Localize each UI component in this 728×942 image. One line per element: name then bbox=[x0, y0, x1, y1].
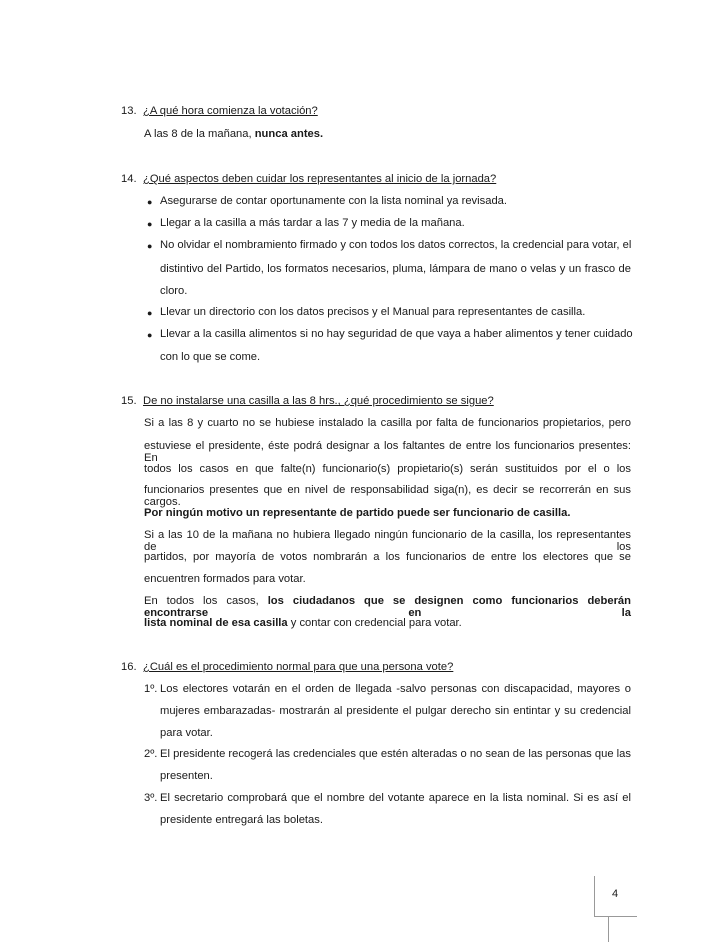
answer-emphasis: nunca antes. bbox=[254, 128, 324, 140]
bullet-item: Asegurarse de contar oportunamente con la lista nominal ya revisada. bbox=[160, 195, 508, 207]
answer-text: A las 8 de la mañana, bbox=[144, 128, 255, 140]
step-line: mujeres embarazadas- mostrarán al presidente el pulgar derecho sin entintar y su credencial bbox=[160, 705, 631, 717]
question-number: 15. bbox=[121, 395, 137, 407]
bullet-icon: ● bbox=[147, 219, 153, 229]
step-number: 2º. bbox=[144, 748, 158, 760]
step-number: 1º. bbox=[144, 683, 158, 695]
bullet-item: Llegar a la casilla a más tardar a las 7 y media de la mañana. bbox=[160, 217, 465, 229]
bullet-item: Llevar un directorio con los datos precisos y el Manual para representantes de casilla. bbox=[160, 306, 586, 318]
step-line: Los electores votarán en el orden de llegada -salvo personas con discapacidad, mayores o bbox=[160, 683, 631, 695]
paragraph-line: todos los casos en que falte(n) funcionario(s) propietario(s) serán sustituidos por el o los bbox=[144, 463, 631, 475]
paragraph-emphasis: los ciudadanos que se designen como funcionarios deberán encontrarse en la bbox=[144, 595, 631, 619]
bullet-icon: ● bbox=[147, 197, 153, 207]
paragraph-line: estuviese el presidente, éste podrá designar a los faltantes de entre los funcionarios presentes: En bbox=[144, 440, 631, 464]
question-title: De no instalarse una casilla a las 8 hrs., ¿qué procedimiento se sigue? bbox=[143, 395, 494, 407]
paragraph-line: partidos, por mayoría de votos nombrarán a los funcionarios de entre los electores que se bbox=[144, 551, 631, 563]
paragraph-line: Si a las 8 y cuarto no se hubiese instalado la casilla por falta de funcionarios propietarios, pero bbox=[144, 417, 631, 429]
answer-13 bbox=[144, 128, 631, 140]
paragraph-emphasis: Por ningún motivo un representante de partido puede ser funcionario de casilla. bbox=[144, 507, 571, 519]
bullet-item-line: No olvidar el nombramiento firmado y con todos los datos correctos, la credencial para votar, el bbox=[160, 239, 632, 251]
paragraph-line bbox=[144, 617, 631, 629]
bullet-item-line: Llevar a la casilla alimentos si no hay seguridad de que vaya a haber alimentos y tener cuidado bbox=[160, 328, 633, 340]
question-number: 14. bbox=[121, 173, 137, 185]
bullet-icon: ● bbox=[147, 330, 153, 340]
paragraph-text: y contar con credencial para votar. bbox=[287, 617, 462, 629]
bullet-icon: ● bbox=[147, 308, 153, 318]
bullet-item-line: con lo que se come. bbox=[160, 351, 261, 363]
step-line: presenten. bbox=[160, 770, 213, 782]
paragraph-line: encuentren formados para votar. bbox=[144, 573, 306, 585]
paragraph-line: Si a las 10 de la mañana no hubiera llegado ningún funcionario de la casilla, los representantes de los bbox=[144, 529, 631, 553]
step-line: El presidente recogerá las credenciales que estén alteradas o no sean de las personas que las bbox=[160, 748, 631, 760]
paragraph-text: En todos los casos, bbox=[144, 595, 268, 607]
step-line: El secretario comprobará que el nombre del votante aparece en la lista nominal. Si es así el bbox=[160, 792, 631, 804]
page-number: 4 bbox=[612, 888, 619, 900]
question-number: 13. bbox=[121, 105, 137, 117]
question-title: ¿A qué hora comienza la votación? bbox=[143, 105, 318, 117]
bullet-icon: ● bbox=[147, 241, 153, 251]
footer-rule bbox=[608, 916, 609, 942]
question-title: ¿Qué aspectos deben cuidar los representantes al inicio de la jornada? bbox=[143, 173, 497, 185]
step-number: 3º. bbox=[144, 792, 158, 804]
paragraph-line: funcionarios presentes que en nivel de responsabilidad siga(n), es decir se recorrerán en sus cargos. bbox=[144, 484, 631, 508]
question-title: ¿Cuál es el procedimiento normal para que una persona vote? bbox=[143, 661, 454, 673]
bullet-item-line: cloro. bbox=[160, 285, 188, 297]
bullet-item-line: distintivo del Partido, los formatos necesarios, pluma, lámpara de mano o velas y un frasco de bbox=[160, 263, 631, 275]
question-number: 16. bbox=[121, 661, 137, 673]
step-line: presidente entregará las boletas. bbox=[160, 814, 323, 826]
paragraph-line bbox=[144, 595, 631, 619]
step-line: para votar. bbox=[160, 727, 213, 739]
paragraph-emphasis: lista nominal de esa casilla bbox=[144, 617, 288, 629]
